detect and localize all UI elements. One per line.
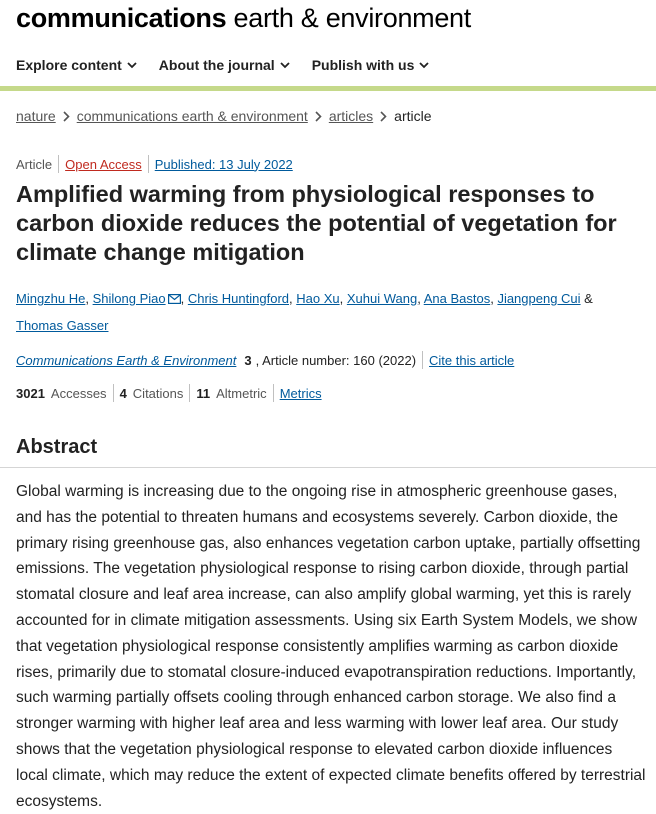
article-title: Amplified warming from physiological responses to carbon dioxide reduces the potential of vegetation for climate change mitigation (16, 181, 617, 265)
nav-label: Publish with us (311, 57, 415, 73)
divider (113, 384, 114, 402)
divider (273, 384, 274, 402)
chevron-right-icon (63, 111, 70, 122)
author-link[interactable]: Shilong Piao (92, 291, 166, 306)
breadcrumb-journal[interactable]: communications earth & environment (76, 108, 308, 124)
divider (148, 155, 149, 173)
author-link[interactable]: Hao Xu (296, 291, 340, 306)
metrics-bar (16, 384, 322, 402)
author-link[interactable]: Mingzhu He (16, 291, 86, 306)
author-separator: , (85, 291, 93, 306)
citations-count: 4 (119, 385, 127, 401)
nav-about-journal[interactable] (159, 57, 290, 73)
breadcrumb-nature[interactable]: nature (16, 108, 56, 124)
author-last-separator: & (580, 291, 593, 306)
published-date-link[interactable]: Published: 13 July 2022 (154, 156, 293, 172)
journal-logo[interactable] (16, 2, 471, 38)
author-separator: , (339, 291, 347, 306)
open-access-link[interactable]: Open Access (65, 156, 142, 172)
author-link[interactable]: Ana Bastos (423, 291, 491, 306)
divider (58, 155, 59, 173)
article-meta (16, 155, 293, 173)
accesses-label: Accesses (50, 385, 107, 401)
breadcrumb-current: article (394, 108, 432, 124)
citations-label: Citations (132, 385, 184, 401)
nav-label: About the journal (158, 57, 275, 73)
chevron-right-icon (315, 111, 322, 122)
journal-link[interactable]: Communications Earth & Environment (16, 352, 237, 368)
nav-label: Explore content (16, 57, 122, 73)
chevron-down-icon (280, 62, 290, 69)
author-link[interactable]: Jiangpeng Cui (497, 291, 581, 306)
altmetric-label: Altmetric (216, 385, 267, 401)
author-separator: , (289, 291, 297, 306)
altmetric-count: 11 (196, 385, 211, 401)
divider (422, 351, 423, 369)
volume-number: 3 (244, 352, 252, 368)
logo-bold-text: communications (16, 3, 227, 33)
abstract-heading: Abstract (16, 436, 98, 458)
author-separator: , (490, 291, 498, 306)
breadcrumb (16, 108, 432, 124)
breadcrumb-articles[interactable]: articles (328, 108, 374, 124)
nav-explore-content[interactable] (16, 57, 137, 73)
abstract-divider (0, 467, 656, 468)
citation-line (16, 351, 514, 369)
chevron-down-icon (127, 62, 137, 69)
chevron-down-icon (419, 62, 429, 69)
accesses-count: 3021 (16, 385, 45, 401)
logo-light-text: earth & environment (233, 3, 471, 33)
article-type: Article (16, 156, 53, 172)
accent-bar (0, 86, 656, 91)
abstract-text: Global warming is increasing due to the ongoing rise in atmospheric greenhouse gases, and has the potential to threaten humans and ecosystems severely. Carbon dioxide, the primary rising greenhouse gas, also enhances vegetation carbon uptake, partially offsetting emissions. The vegetation physiological response to rising carbon dioxide, through partial stomatal closure and leaf area increase, can also amplify global warming, yet this is rarely accounted for in climate mitigation assessments. Using six Earth System Models, we show that vegetation physiological response consistently amplifies warming as carbon dioxide rises, primarily due to stomatal closure-induced evapotranspiration reductions. Importantly, such warming partially offsets cooling through enhanced carbon storage. We also find a stronger warming with higher leaf area and less warming with lower leaf area. Our study shows that the vegetation physiological response to elevated carbon dioxide influences local climate, which may reduce the extent of expected climate benefits offered by terrestrial ecosystems. (16, 483, 646, 810)
envelope-icon[interactable] (168, 287, 181, 313)
article-number: , Article number: 160 (2022) (255, 352, 417, 368)
author-separator: , (180, 291, 188, 306)
metrics-link[interactable]: Metrics (279, 385, 322, 401)
author-link[interactable]: Chris Huntingford (187, 291, 289, 306)
author-separator: , (417, 291, 424, 306)
cite-article-link[interactable]: Cite this article (429, 352, 515, 368)
nav-publish-with-us[interactable] (312, 57, 430, 73)
divider (189, 384, 190, 402)
author-link[interactable]: Thomas Gasser (16, 318, 109, 333)
main-nav (0, 46, 656, 84)
author-link[interactable]: Xuhui Wang (346, 291, 418, 306)
chevron-right-icon (380, 111, 387, 122)
author-list (16, 286, 636, 339)
